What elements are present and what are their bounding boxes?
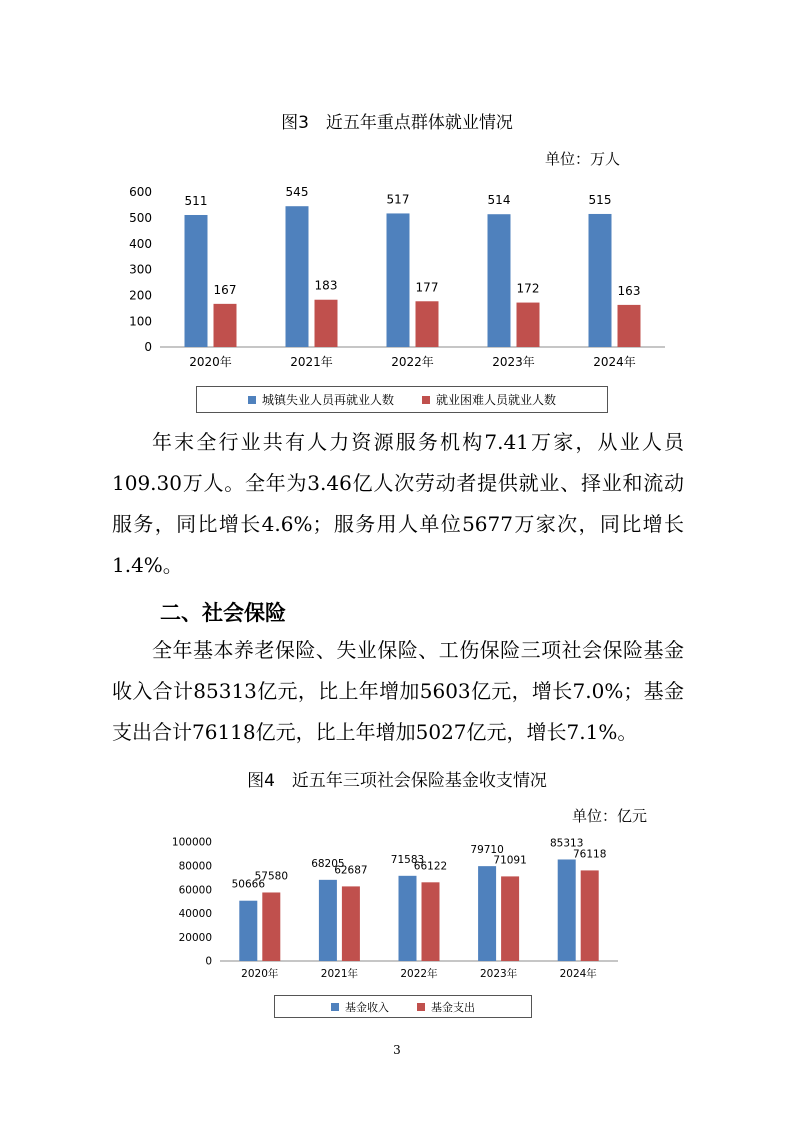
data-label: 163 [617, 283, 641, 298]
legend-label-difficult: 就业困难人员就业人数 [436, 393, 557, 407]
chart-employment-legend [196, 386, 608, 413]
data-label: 545 [285, 185, 309, 200]
bar-series1 [589, 214, 612, 347]
y-tick-label: 200 [129, 288, 152, 303]
data-label: 511 [184, 193, 208, 208]
data-label: 172 [516, 281, 540, 296]
x-tick-label: 2023年 [479, 968, 518, 980]
data-label: 177 [415, 280, 439, 295]
figure3-unit: 单位：万人 [545, 150, 621, 168]
y-tick-label: 80000 [178, 860, 212, 873]
legend-item-expense [417, 999, 475, 1015]
data-label: 50666 [231, 878, 266, 891]
bar-series1 [488, 214, 511, 347]
y-tick-label: 20000 [178, 931, 212, 944]
bar-series1 [399, 876, 417, 961]
chart-insurance-legend [274, 995, 532, 1018]
paragraph-hr-services: 年末全行业共有人力资源服务机构7.41万家，从业人员109.30万人。全年为3.46亿人次劳动者提供就业、择业和流动服务，同比增长4.6%；服务用人单位5677万家次，同比增长1.4%。 [112, 430, 684, 577]
bar-series2 [517, 303, 540, 347]
data-label: 167 [213, 282, 237, 297]
section-heading-social-insurance: 二、社会保险 [160, 601, 286, 625]
bar-series1 [387, 213, 410, 347]
y-tick-label: 500 [129, 211, 152, 226]
bar-series1 [239, 901, 257, 961]
bar-series2 [315, 300, 338, 347]
data-label: 514 [487, 193, 511, 208]
data-label: 76118 [572, 848, 607, 861]
x-tick-label: 2022年 [400, 968, 438, 980]
paragraph-social-insurance: 全年基本养老保险、失业保险、工伤保险三项社会保险基金收入合计85313亿元，比上年增加5603亿元，增长7.0%；基金支出合计76118亿元，比上年增加5027亿元，增长7.1%。 [112, 638, 684, 744]
data-label: 71091 [493, 854, 527, 867]
bar-series2 [262, 892, 280, 961]
bar-series2 [214, 304, 237, 347]
bar-series2 [618, 305, 641, 347]
data-label: 57580 [254, 870, 289, 883]
bar-series2 [581, 870, 599, 961]
x-tick-label: 2023年 [492, 355, 535, 369]
y-tick-label: 40000 [178, 908, 212, 921]
y-tick-label: 60000 [178, 884, 212, 897]
figure4-unit: 单位：亿元 [572, 807, 648, 825]
figure3-caption: 图3 近五年重点群体就业情况 [281, 113, 513, 133]
y-tick-label: 300 [129, 262, 152, 277]
x-tick-label: 2021年 [320, 968, 359, 980]
bar-series1 [185, 215, 208, 347]
legend-swatch-red [417, 1003, 425, 1011]
x-tick-label: 2020年 [241, 968, 279, 980]
bar-series2 [416, 301, 439, 347]
data-label: 85313 [549, 837, 584, 850]
legend-item-difficult [422, 391, 556, 408]
x-tick-label: 2020年 [189, 355, 232, 369]
bar-series2 [342, 886, 360, 961]
page-number: 3 [393, 1043, 401, 1057]
x-tick-label: 2024年 [593, 355, 636, 369]
legend-swatch-blue [331, 1003, 339, 1011]
y-tick-label: 400 [129, 236, 152, 251]
bar-series2 [422, 882, 440, 961]
legend-label-expense: 基金支出 [431, 1000, 475, 1014]
legend-swatch-red [422, 396, 430, 404]
x-tick-label: 2021年 [290, 355, 333, 369]
bar-series2 [501, 876, 519, 961]
bar-series1 [319, 880, 337, 961]
figure4-caption: 图4 近五年三项社会保险基金收支情况 [247, 771, 547, 791]
chart-insurance-fund [160, 832, 630, 984]
data-label: 62687 [334, 864, 368, 877]
legend-label-income: 基金收入 [345, 1000, 389, 1014]
legend-swatch-blue [248, 396, 256, 404]
data-label: 68205 [311, 857, 345, 870]
data-label: 515 [588, 192, 612, 207]
data-label: 183 [314, 278, 338, 293]
y-tick-label: 0 [144, 340, 152, 355]
bar-series1 [558, 859, 576, 961]
bar-series1 [478, 866, 496, 961]
data-label: 71583 [390, 853, 425, 866]
y-tick-label: 600 [129, 185, 152, 200]
legend-item-reemployment [248, 391, 394, 408]
data-label: 517 [386, 192, 410, 207]
chart-employment [110, 180, 680, 375]
data-label: 66122 [413, 860, 448, 873]
x-tick-label: 2024年 [559, 968, 597, 980]
x-tick-label: 2022年 [391, 355, 434, 369]
data-label: 79710 [470, 844, 504, 857]
legend-item-income [331, 999, 389, 1015]
y-tick-label: 0 [205, 955, 212, 968]
bar-series1 [286, 206, 309, 347]
legend-label-reemployment: 城镇失业人员再就业人数 [261, 393, 394, 407]
y-tick-label: 100 [129, 314, 152, 329]
y-tick-label: 100000 [171, 836, 212, 849]
